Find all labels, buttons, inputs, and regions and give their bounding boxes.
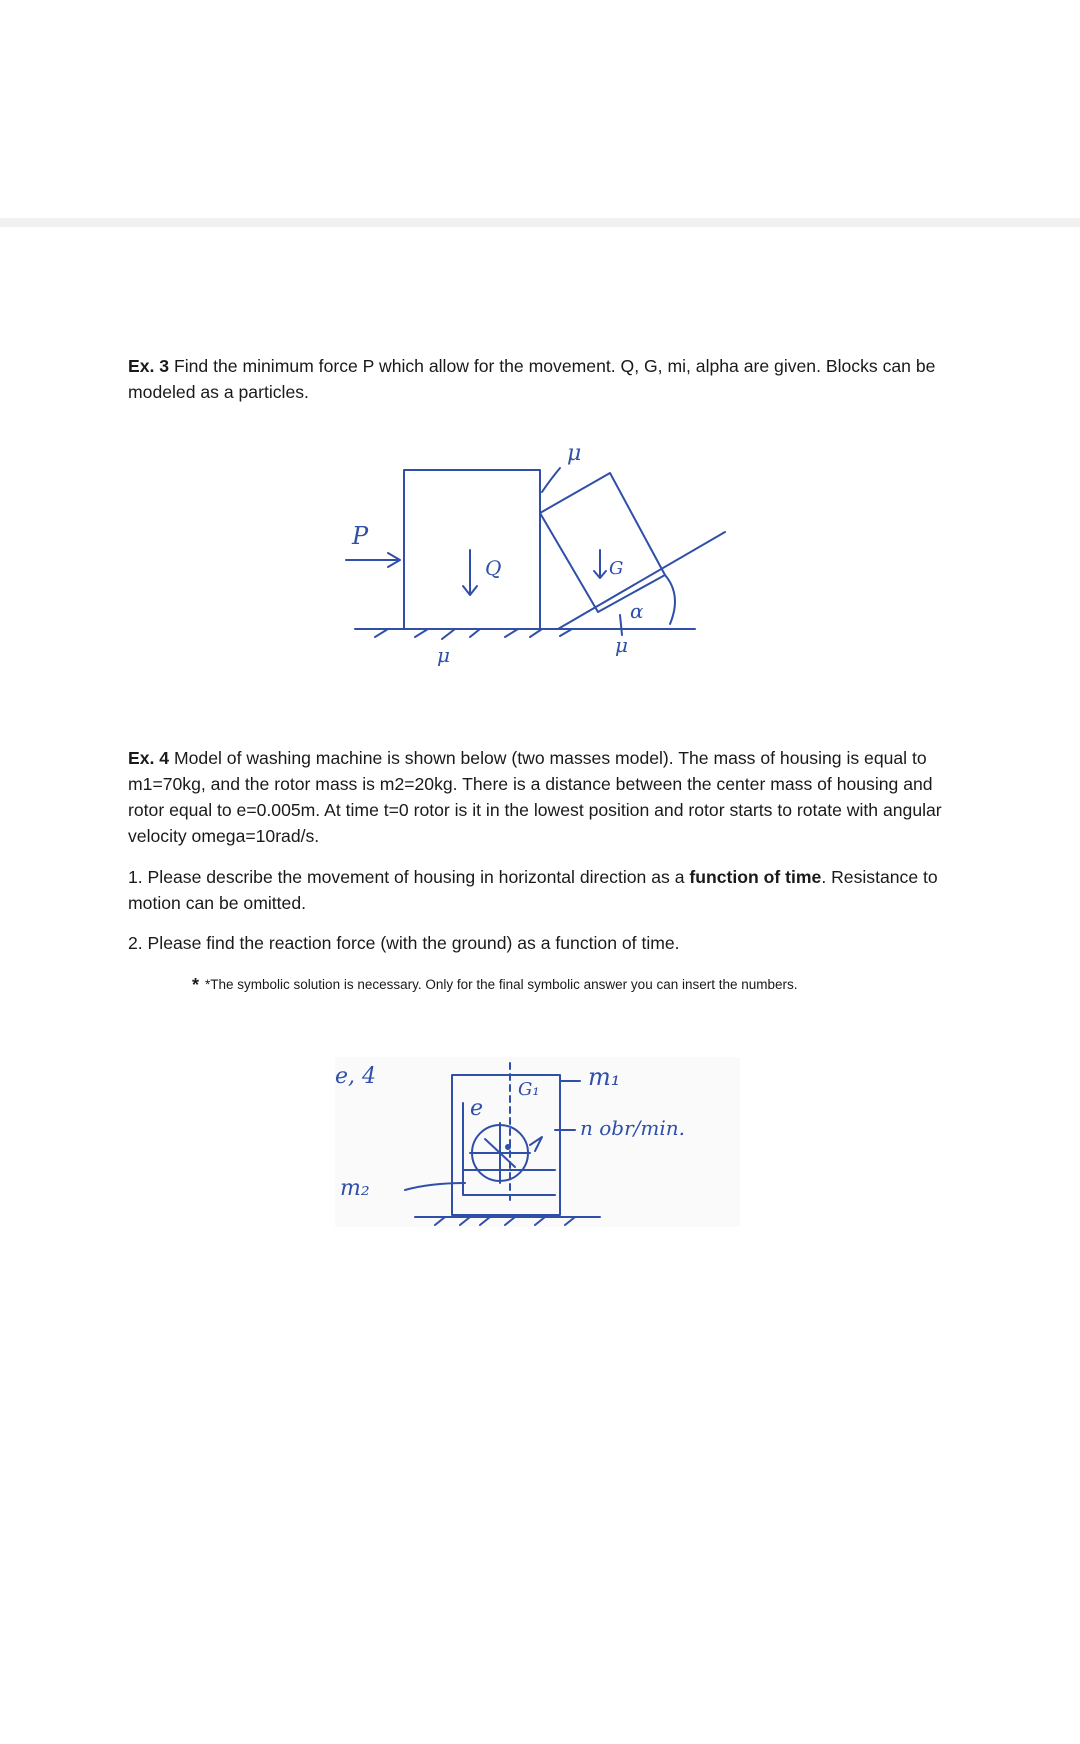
angle-arc — [665, 575, 675, 624]
friction-mu-incline-leader — [620, 615, 622, 635]
page-top-band — [0, 218, 1080, 227]
weight-g-arrow — [594, 550, 606, 578]
label-speed: n obr/min. — [580, 1116, 685, 1140]
ex4-q1-after: . Resistance to motion can be omitted. — [128, 867, 938, 913]
ex4-q1-bold: function of time — [689, 867, 822, 887]
ex4-intro-text: Model of washing machine is shown below (two masses model). The mass of housing is equal to m1=70kg, and the rotor mass is m2=20kg. There is a distance between the center mass of housing and rotor equal to e=0.005m. At time t=0 rotor is it in the lowest position and rotor starts to rotate with angular velocity omega=10rad/s. — [128, 748, 942, 846]
label-e: e — [470, 1096, 484, 1121]
ex4-question-1 — [128, 864, 948, 916]
ground-hatching — [375, 629, 572, 639]
footnote-star: * — [192, 975, 200, 995]
ex4-q1-before: 1. Please describe the movement of housing in horizontal direction as a — [128, 867, 690, 887]
label-top-left: e, 4 — [335, 1064, 377, 1089]
force-p-label: P — [352, 522, 369, 550]
ex4-statement — [128, 745, 948, 849]
weight-g-label: G — [609, 558, 624, 579]
ex3-label: Ex. 3 — [128, 356, 170, 376]
weight-q-label: Q — [485, 556, 502, 580]
ex3-statement — [128, 353, 948, 405]
label-g1: G₁ — [518, 1079, 540, 1100]
weight-q-arrow — [463, 550, 477, 595]
label-m2: m₂ — [340, 1176, 370, 1201]
ex4-sketch-washing-machine — [330, 1055, 750, 1230]
label-m1: m₁ — [588, 1063, 621, 1091]
ex3-sketch-blocks-on-incline — [330, 440, 750, 680]
ex4-label: Ex. 4 — [128, 748, 170, 768]
friction-mu-incline: μ — [615, 633, 628, 657]
ex4-q2-text: 2. Please find the reaction force (with the ground) as a function of time. — [128, 933, 680, 953]
footnote-text: *The symbolic solution is necessary. Only for the final symbolic answer you can insert the numbers. — [205, 977, 798, 992]
force-p-arrow — [346, 553, 400, 567]
ex4-question-2 — [128, 930, 948, 956]
ex3-text: Find the minimum force P which allow for the movement. Q, G, mi, alpha are given. Blocks can be modeled as a particles. — [128, 356, 936, 402]
block-q — [404, 470, 540, 629]
friction-mu-ground: μ — [437, 643, 450, 667]
block-g — [540, 473, 665, 612]
ex4-footnote — [192, 975, 952, 995]
friction-mu-top-leader — [542, 468, 560, 492]
friction-mu-top: μ — [567, 441, 582, 466]
angle-label: α — [630, 599, 644, 623]
